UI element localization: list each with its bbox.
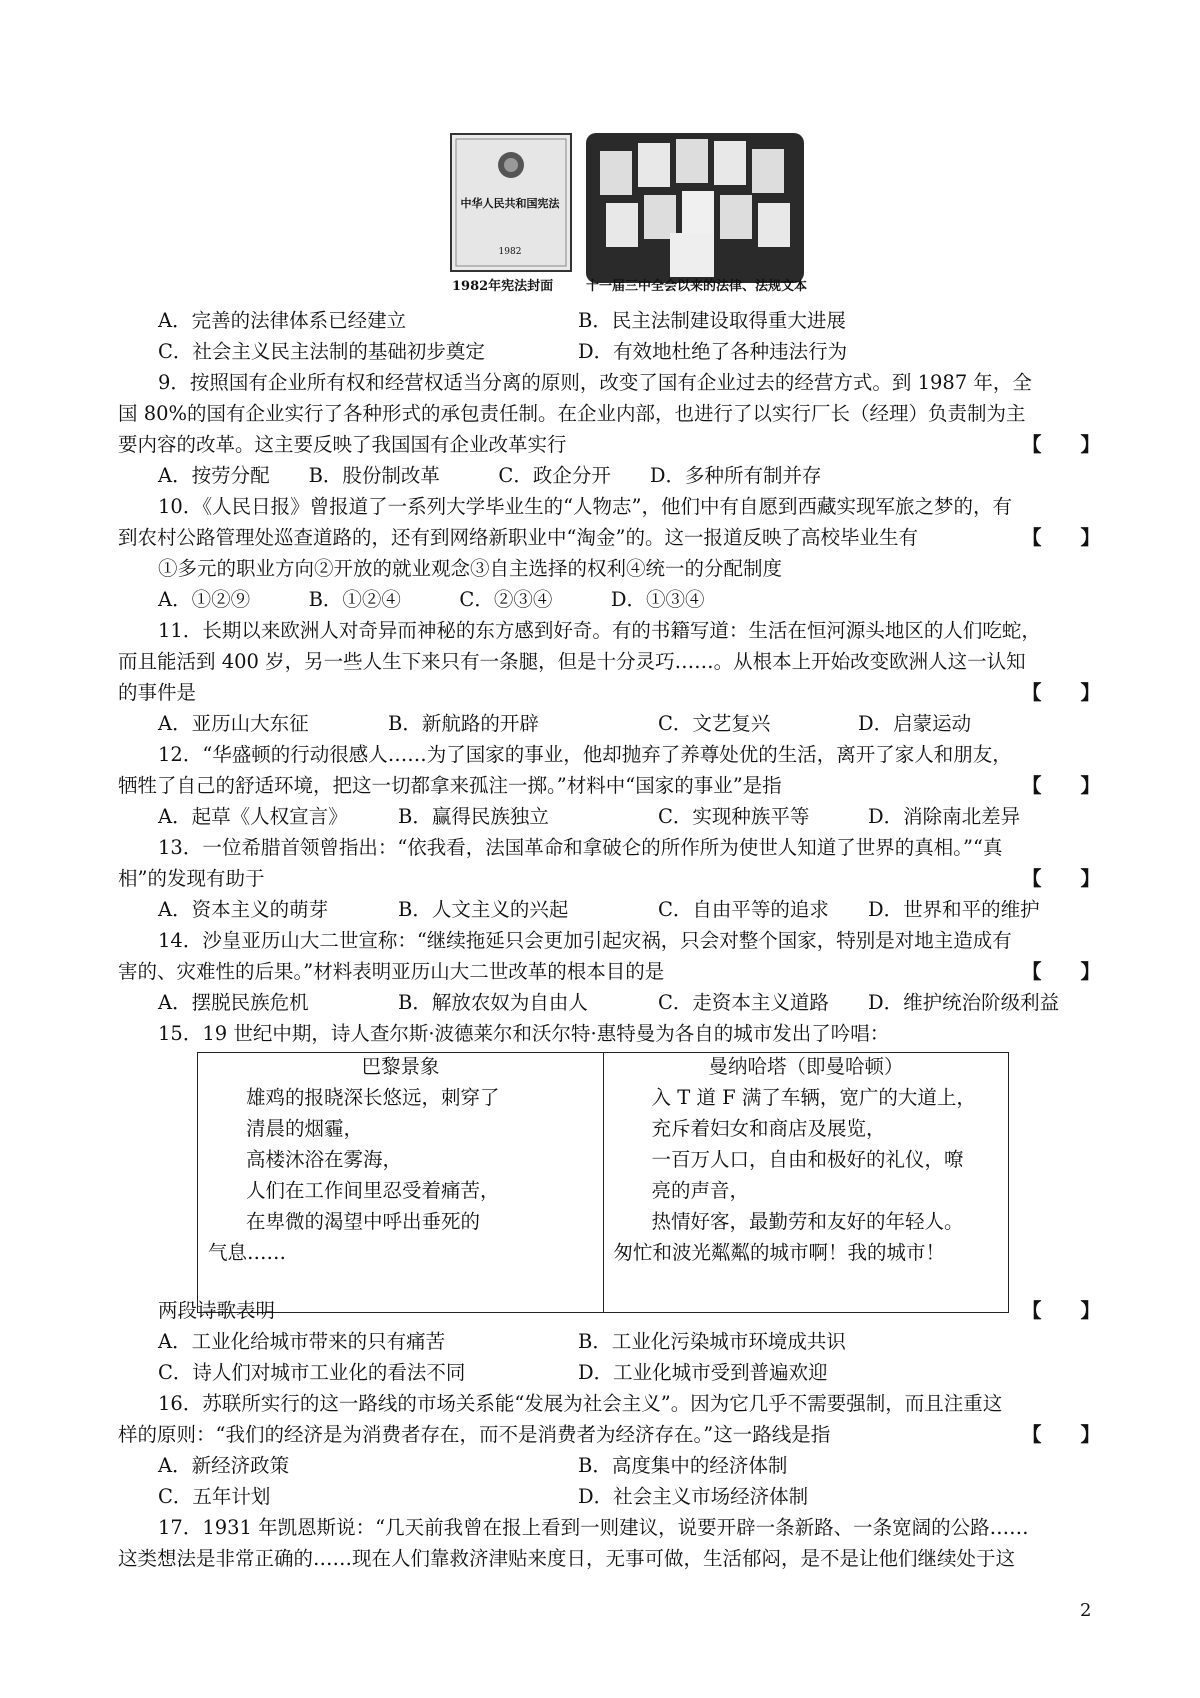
q14-line-2: 害的、灾难性的后果。”材料表明亚历山大二世改革的根本目的是 xyxy=(118,960,665,983)
q11-line-1: 11．长期以来欧洲人对奇异而神秘的东方感到好奇。有的书籍写道：生活在恒河源头地区的人们吃蛇， xyxy=(158,619,1041,642)
poem-right-cell xyxy=(603,1053,1009,1313)
poem-left-line: 在卑微的渴望中呼出垂死的 xyxy=(246,1210,481,1233)
q9-line-2: 国 80%的国有企业实行了各种形式的承包责任制。在企业内部，也进行了以实行厂长（经理）负责制为主 xyxy=(118,402,1026,425)
q12-option-d: D．消除南北差异 xyxy=(868,805,1021,828)
poem-right-line: 一百万人口，自由和极好的礼仪，嘹 xyxy=(651,1148,964,1171)
q8-option-b: B．民主法制建设取得重大进展 xyxy=(578,309,846,332)
q16-line-2: 样的原则：“我们的经济是为消费者存在，而不是消费者为经济存在。”这一路线是指 xyxy=(118,1423,831,1446)
q14-option-d: D．维护统治阶级利益 xyxy=(868,991,1060,1014)
q14-option-b: B．解放农奴为自由人 xyxy=(398,991,588,1014)
q11-option-c: C．文艺复兴 xyxy=(658,712,771,735)
poem-left-line: 清晨的烟霾， xyxy=(246,1117,364,1140)
q11-line-3: 的事件是 xyxy=(118,681,197,704)
q16-option-b: B．高度集中的经济体制 xyxy=(578,1454,788,1477)
q15-line-1: 15．19 世纪中期，诗人查尔斯·波德莱尔和沃尔特·惠特曼为各自的城市发出了吟唱： xyxy=(158,1022,890,1045)
q14-answer-bracket: 【 】 xyxy=(1022,960,1101,983)
q11-answer-bracket: 【 】 xyxy=(1022,681,1101,704)
q11-option-d: D．启蒙运动 xyxy=(858,712,972,735)
q9-options: A．按劳分配 B．股份制改革 C．政企分开 D．多种所有制并存 xyxy=(158,464,822,487)
poem-left-title: 巴黎景象 xyxy=(361,1055,440,1078)
q16-answer-bracket: 【 】 xyxy=(1022,1423,1101,1446)
q14-option-a: A．摆脱民族危机 xyxy=(158,991,309,1014)
poem-right-last-line: 匆忙和波光粼粼的城市啊！我的城市！ xyxy=(613,1241,946,1264)
q17-line-2: 这类想法是非常正确的……现在人们靠救济津贴来度日，无事可做，生活郁闷，是不是让他们继续处于这 xyxy=(118,1547,1016,1570)
q8-option-d: D．有效地杜绝了各种违法行为 xyxy=(578,340,848,363)
q12-option-b: B．赢得民族独立 xyxy=(398,805,549,828)
q10-options: A．①②⑨ B．①②④ C．②③④ D．①③④ xyxy=(158,588,705,611)
poem-left-last-line: 气息…… xyxy=(208,1241,287,1264)
poem-table xyxy=(197,1052,1009,1313)
cover-year: 1982 xyxy=(498,247,522,257)
figure-caption-left: 1982年宪法封面 xyxy=(452,279,554,294)
q15-option-a: A．工业化给城市带来的只有痛苦 xyxy=(158,1330,446,1353)
q12-option-c: C．实现种族平等 xyxy=(658,805,810,828)
poem-right-line: 充斥着妇女和商店及展览， xyxy=(651,1117,886,1140)
q9-line-3: 要内容的改革。这主要反映了我国国有企业改革实行 xyxy=(118,433,567,456)
q13-answer-bracket: 【 】 xyxy=(1022,867,1101,890)
q10-line-2: 到农村公路管理处巡查道路的，还有到网络新职业中“淘金”的。这一报道反映了高校毕业生有 xyxy=(118,526,918,549)
constitution-cover-image xyxy=(450,133,572,272)
q13-option-d: D．世界和平的维护 xyxy=(868,898,1040,921)
q12-answer-bracket: 【 】 xyxy=(1022,774,1101,797)
q12-line-1: 12．“华盛顿的行动很感人……为了国家的事业，他却抛弃了养尊处优的生活，离开了家人和朋友， xyxy=(158,743,1012,766)
q12-line-2: 牺牲了自己的舒适环境，把这一切都拿来孤注一掷。”材料中“国家的事业”是指 xyxy=(118,774,782,797)
q13-line-1: 13．一位希腊首领曾指出：“依我看，法国革命和拿破仑的所作所为使世人知道了世界的真相。”“真 xyxy=(158,836,1003,859)
q11-option-b: B．新航路的开辟 xyxy=(388,712,539,735)
q14-line-1: 14．沙皇亚历山大二世宣称：“继续拖延只会更加引起灾祸，只会对整个国家，特别是对地主造成有 xyxy=(158,929,1012,952)
q11-line-2: 而且能活到 400 岁，另一些人生下来只有一条腿，但是十分灵巧……。从根本上开始改变欧洲人这一认知 xyxy=(118,650,1026,673)
poem-right-line: 热情好客，最勤劳和友好的年轻人。 xyxy=(651,1210,964,1233)
q15-option-d: D．工业化城市受到普遍欢迎 xyxy=(578,1361,828,1384)
q13-line-2: 相”的发现有助于 xyxy=(118,867,265,890)
q11-option-a: A．亚历山大东征 xyxy=(158,712,309,735)
q12-option-a: A．起草《人权宣言》 xyxy=(158,805,348,828)
law-texts-image xyxy=(586,133,804,283)
q15-answer-bracket: 【 】 xyxy=(1022,1299,1101,1322)
q8-option-c: C．社会主义民主法制的基础初步奠定 xyxy=(158,340,485,363)
q9-line-1: 9．按照国有企业所有权和经营权适当分离的原则，改变了国有企业过去的经营方式。到 1987 年，全 xyxy=(158,371,1032,394)
q15-stem: 两段诗歌表明 xyxy=(158,1299,276,1322)
poem-right-line: 入 T 道 F 满了车辆，宽广的大道上， xyxy=(651,1086,976,1109)
poem-left-line: 雄鸡的报晓深长悠远，刺穿了 xyxy=(246,1086,500,1109)
cover-title: 中华人民共和国宪法 xyxy=(460,197,560,210)
poem-left-line: 高楼沐浴在雾海， xyxy=(246,1148,403,1171)
page-number: 2 xyxy=(1080,1600,1092,1621)
q10-answer-bracket: 【 】 xyxy=(1022,526,1101,549)
q16-option-d: D．社会主义市场经济体制 xyxy=(578,1485,809,1508)
poem-right-title: 曼纳哈塔（即曼哈顿） xyxy=(708,1055,904,1078)
q16-option-a: A．新经济政策 xyxy=(158,1454,290,1477)
q9-answer-bracket: 【 】 xyxy=(1022,433,1101,456)
q14-option-c: C．走资本主义道路 xyxy=(658,991,829,1014)
q10-items: ①多元的职业方向②开放的就业观念③自主选择的权利④统一的分配制度 xyxy=(158,557,783,580)
q16-line-1: 16．苏联所实行的这一路线的市场关系能“发展为社会主义”。因为它几乎不需要强制，而且注重这 xyxy=(158,1392,1003,1415)
figure-caption-right: 十一届三中全会以来的法律、法规文本 xyxy=(586,279,808,294)
q15-option-b: B．工业化污染城市环境成共识 xyxy=(578,1330,846,1353)
q10-line-1: 10．《人民日报》曾报道了一系列大学毕业生的“人物志”，他们中有自愿到西藏实现军旅之梦的，有 xyxy=(158,495,1013,518)
q13-option-c: C．自由平等的追求 xyxy=(658,898,829,921)
q15-option-c: C．诗人们对城市工业化的看法不同 xyxy=(158,1361,466,1384)
q17-line-1: 17．1931 年凯恩斯说：“几天前我曾在报上看到一则建议，说要开辟一条新路、一条宽阔的公路…… xyxy=(158,1516,1029,1539)
poem-left-cell xyxy=(198,1053,604,1313)
q16-option-c: C．五年计划 xyxy=(158,1485,271,1508)
q8-option-a: A．完善的法律体系已经建立 xyxy=(158,309,407,332)
q13-option-b: B．人文主义的兴起 xyxy=(398,898,569,921)
q13-option-a: A．资本主义的萌芽 xyxy=(158,898,329,921)
poem-left-line: 人们在工作间里忍受着痛苦， xyxy=(246,1179,500,1202)
poem-right-line: 亮的声音， xyxy=(651,1179,750,1202)
